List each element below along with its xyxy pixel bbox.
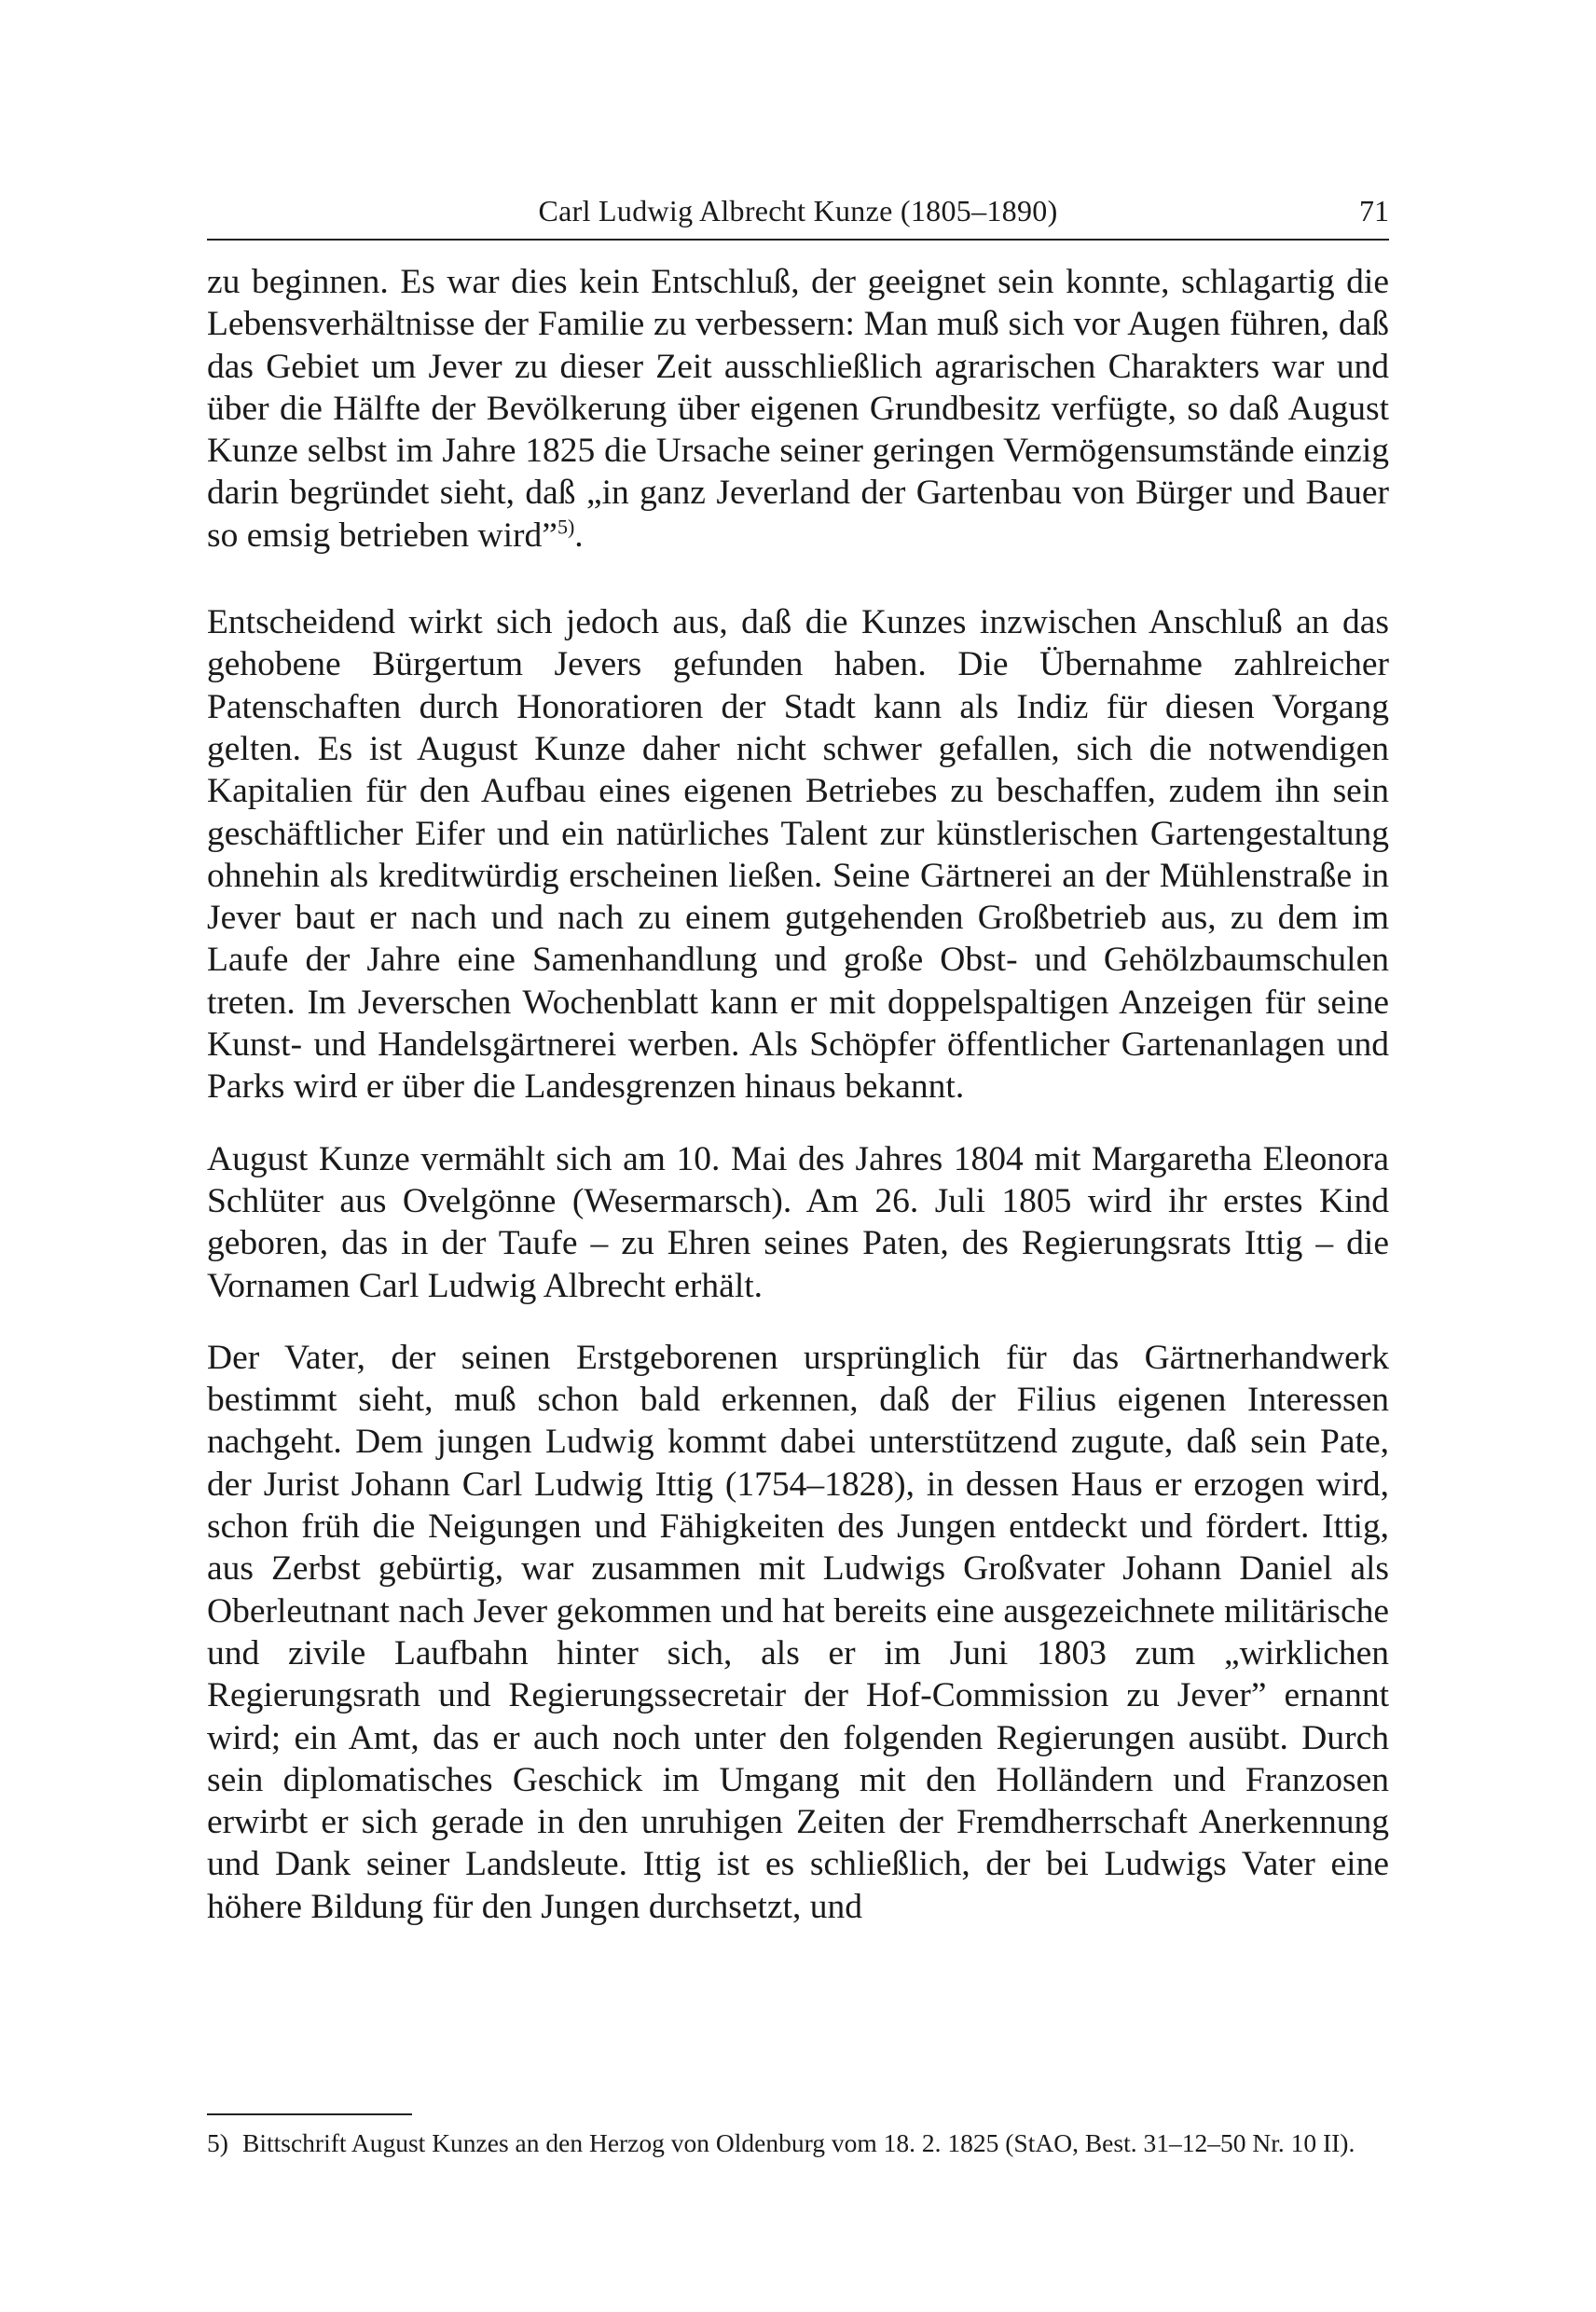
- page: [207, 186, 1389, 1958]
- footnote-text: Bittschrift August Kunzes an den Herzog von Oldenburg vom 18. 2. 1825 (StAO, Best. 31–12–50 Nr. 10 II).: [242, 2128, 1355, 2157]
- paragraph-4: Der Vater, der seinen Erstgeborenen ursprünglich für das Gärtnerhandwerk bestimmt sieht, muß schon bald erkennen, daß der Filius eigenen Interessen nachgeht. Dem jungen Ludwig kommt dabei unterstützend zugute, daß sein Pate, der Jurist Johann Carl Ludwig Ittig (1754–1828), in dessen Haus er erzogen wird, schon früh die Neigungen und Fähigkeiten des Jungen entdeckt und fördert. Ittig, aus Zerbst gebürtig, war zusammen mit Ludwigs Großvater Johann Daniel als Oberleutnant nach Jever gekommen und hat bereits eine ausgezeichnete militärische und zivile Laufbahn hinter sich, als er im Juni 1803 zum „wirklichen Regierungsrath und Regierungssecretair der Hof-Commission zu Jever” ernannt wird; ein Amt, das er auch noch unter den folgenden Regierungen ausübt. Durch sein diplomatisches Geschick im Umgang mit den Holländern und Franzosen erwirbt er sich gerade in den unruhigen Zeiten der Fremdherrschaft Anerkennung und Dank seiner Landsleute. Ittig ist es schließlich, der bei Ludwigs Vater eine höhere Bildung für den Jungen durchsetzt, und: [207, 1338, 1389, 1926]
- paragraph-1-tail: .: [574, 516, 584, 555]
- body-text: [207, 261, 1389, 1928]
- paragraph-2: Entscheidend wirkt sich jedoch aus, daß die Kunzes inzwischen Anschluß an das gehobene Bürgertum Jevers gefunden haben. Die Übernahme zahlreicher Patenschaften durch Honoratioren der Stadt kann als Indiz für diesen Vorgang gelten. Es ist August Kunze daher nicht schwer gefallen, sich die notwendigen Kapitalien für den Aufbau eines eigenen Betriebes zu beschaffen, zudem ihn sein geschäftlicher Eifer und ein natürliches Talent zur künstlerischen Gartengestaltung ohnehin als kreditwürdig erscheinen ließen. Seine Gärtnerei an der Mühlenstraße in Jever baut er nach und nach zu einem gutgehenden Großbetrieb aus, zu dem im Laufe der Jahre eine Samenhandlung und große Obst- und Gehölzbaumschulen treten. Im Jeverschen Wochenblatt kann er mit doppelspaltigen Anzeigen für seine Kunst- und Handelsgärtnerei werben. Als Schöpfer öffentlicher Gartenanlagen und Parks wird er über die Landesgrenzen hinaus bekannt.: [207, 603, 1389, 1107]
- footnote-5: [207, 2127, 1389, 2158]
- paragraph-1: [207, 261, 1389, 557]
- paragraph-1-text: zu beginnen. Es war dies kein Entschluß, der geeignet sein konnte, schlagartig die Lebensverhältnisse der Familie zu verbessern: Man muß sich vor Augen führen, daß das Gebiet um Jever zu dieser Zeit ausschließlich agrarischen Charakters war und über die Hälfte der Bevölkerung über eigenen Grundbesitz verfügte, so daß August Kunze selbst im Jahre 1825 die Ursache seiner geringen Vermögensumstände einzig darin begründet sieht, daß „in ganz Jeverland der Gartenbau von Bürger und Bauer so emsig betrieben wird”: [207, 263, 1389, 555]
- footnote-separator: [207, 2113, 412, 2115]
- page-number: 71: [1359, 194, 1389, 227]
- running-header: [207, 186, 1389, 241]
- footnote-reference-5[interactable]: 5): [557, 515, 575, 539]
- footnote-mark: 5): [207, 2128, 228, 2157]
- paragraph-3: August Kunze vermählt sich am 10. Mai des Jahres 1804 mit Margaretha Eleonora Schlüter aus Ovelgönne (Wesermarsch). Am 26. Juli 1805 wird ihr erstes Kind geboren, das in der Taufe – zu Ehren seines Paten, des Regierungsrats Ittig – die Vornamen Carl Ludwig Albrecht erhält.: [207, 1139, 1389, 1305]
- running-title: Carl Ludwig Albrecht Kunze (1805–1890): [538, 194, 1058, 227]
